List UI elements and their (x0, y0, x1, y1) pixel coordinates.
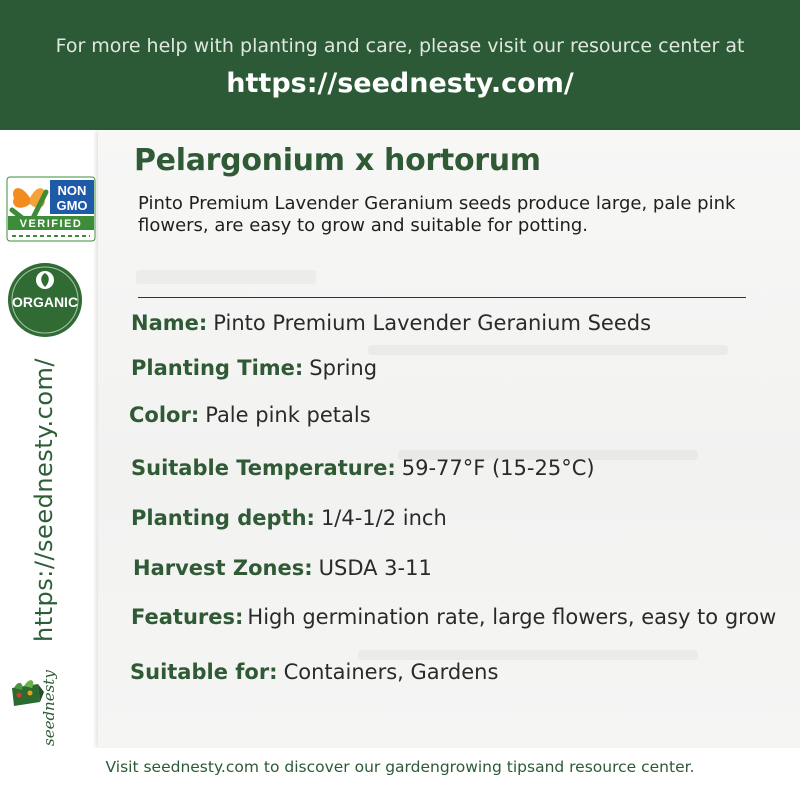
faded-background-text (368, 345, 728, 355)
spec-value: Pale pink petals (205, 403, 371, 427)
spec-label: Suitable for: (130, 660, 278, 684)
spec-row-features (131, 605, 776, 629)
spec-label: Color: (129, 403, 200, 427)
product-title: Pelargonium x hortorum (134, 143, 541, 178)
logo-wordmark: seednesty (40, 670, 58, 746)
vertical-url-text: https://seednesty.com/ (30, 358, 58, 642)
banner-help-text: For more help with planting and care, please visit our resource center at (55, 35, 745, 57)
banner-url-link[interactable]: https://seednesty.com/ (226, 68, 574, 99)
non-gmo-verified-badge (6, 176, 96, 242)
spec-value: Containers, Gardens (283, 660, 499, 684)
top-banner (0, 0, 800, 130)
spec-label: Suitable Temperature: (131, 456, 396, 480)
spec-label: Features: (131, 605, 244, 629)
leaf-icon (36, 271, 54, 289)
faded-background-text (358, 650, 698, 660)
spec-row-temperature (131, 456, 595, 480)
spec-value: Pinto Premium Lavender Geranium Seeds (213, 311, 652, 335)
verified-label: VERIFIED (19, 218, 83, 230)
spec-row-suitable-for (130, 660, 498, 684)
faded-background-text (136, 270, 316, 284)
spec-row-planting-time (131, 356, 377, 380)
divider (138, 297, 746, 298)
footer (0, 748, 800, 800)
spec-value: Spring (309, 356, 378, 380)
spec-row-color (129, 403, 371, 427)
spec-value: USDA 3-11 (318, 556, 432, 580)
organic-badge (7, 262, 83, 338)
spec-row-name (131, 311, 651, 335)
spec-label: Name: (131, 311, 208, 335)
product-description: Pinto Premium Lavender Geranium seeds produce large, pale pink flowers, are easy to grow and suitable for potting. (138, 193, 736, 236)
spec-value: 59-77°F (15-25°C) (401, 456, 595, 480)
non-label: NON (57, 183, 87, 198)
spec-row-planting-depth (131, 506, 447, 530)
organic-label: ORGANIC (11, 294, 79, 310)
footer-text: Visit seednesty.com to discover our gardengrowing tipsand resource center. (105, 758, 695, 776)
spec-value: 1/4-1/2 inch (320, 506, 447, 530)
spec-label: Harvest Zones: (133, 556, 313, 580)
spec-row-harvest-zones (133, 556, 432, 580)
spec-label: Planting depth: (131, 506, 315, 530)
spec-label: Planting Time: (131, 356, 304, 380)
seednesty-logo (4, 662, 74, 746)
spec-value: High germination rate, large flowers, easy to grow (247, 605, 777, 629)
gmo-label: GMO (56, 198, 88, 213)
